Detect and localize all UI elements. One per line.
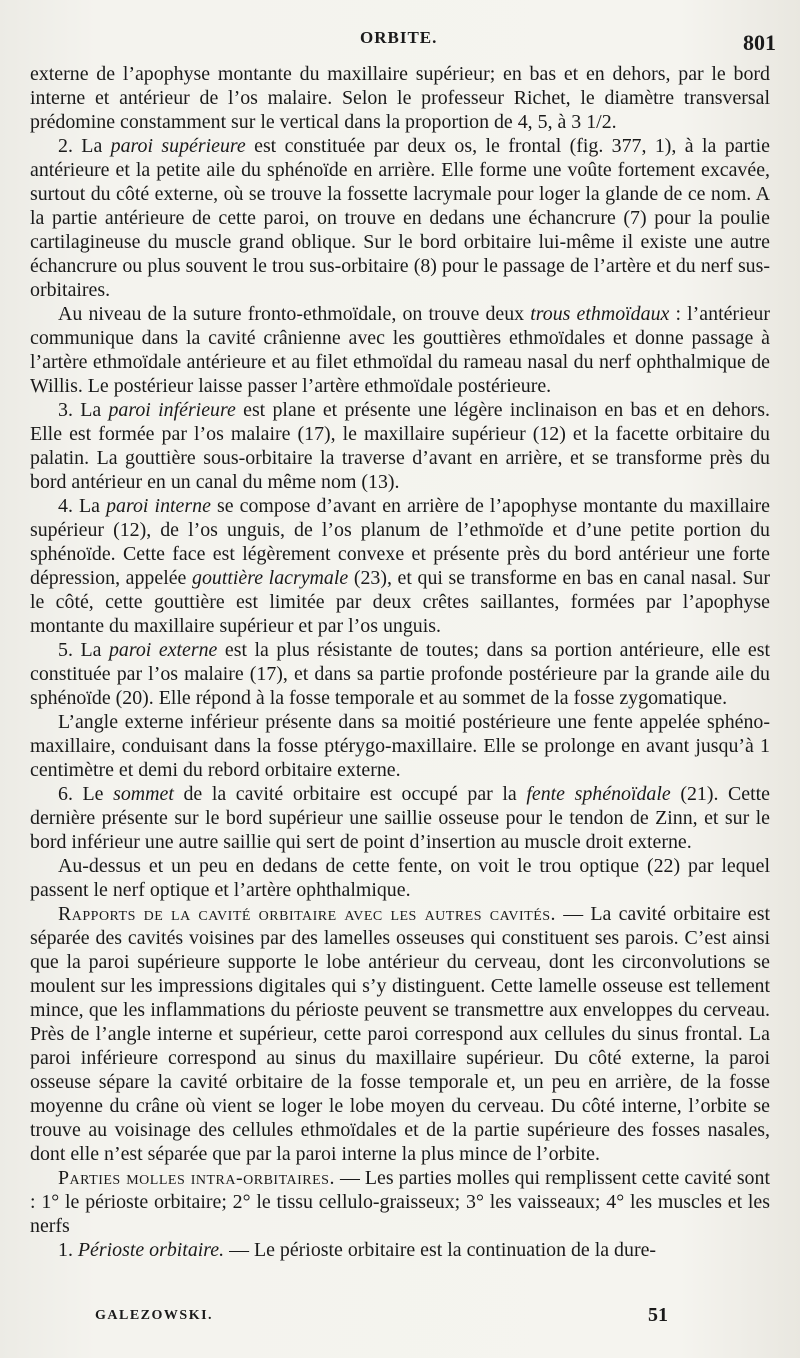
signature-mark: 51 xyxy=(648,1304,668,1326)
paragraph xyxy=(30,782,770,854)
emphasis-term: paroi externe xyxy=(108,639,218,661)
paragraph-text: externe de l’apophyse montante du maxillaire supérieur; en bas et en dehors, par le bord interne et antérieur de l’os malaire. Selon le professeur Richet, le diamètre transversal prédomine constamment sur le vertical dans la proportion de 4, 5, à 3 1/2. xyxy=(30,63,770,133)
paragraph xyxy=(30,302,770,398)
page-footer xyxy=(0,1304,800,1334)
paragraph-lead: 6. Le xyxy=(58,783,114,805)
section-heading: Rapports de la cavité orbitaire avec les autres cavités. xyxy=(58,903,557,925)
paragraph xyxy=(30,398,770,494)
paragraph xyxy=(30,854,770,902)
paragraph-text: est la plus résistante de toutes; dans sa portion antérieure, elle est constituée par l’os malaire (17), et dans sa partie profonde postérieure par la grande aile du sphénoïde (20). Elle répond à la fosse temporale et au sommet de la fosse zygomatique. xyxy=(30,639,770,709)
paragraph-lead: 3. La xyxy=(58,399,109,421)
paragraph xyxy=(30,494,770,638)
paragraph xyxy=(30,902,770,1166)
emphasis-term: trous ethmoïdaux xyxy=(530,303,670,325)
paragraph-text: se compose d’avant en arrière de l’apophyse montante du maxillaire supérieur (12), de l’os unguis, de l’os planum de l’ethmoïde et d’une petite portion du sphénoïde. Cette face est légèrement convexe et présente près du bord antérieur une forte dépression, appelée xyxy=(30,495,771,589)
paragraph xyxy=(30,1166,770,1238)
emphasis-term: paroi inférieure xyxy=(108,399,236,421)
paragraph-text: — Les parties molles qui remplissent cette cavité sont : 1° le périoste orbitaire; 2° le tissu cellulo-graisseux; 3° les vaisseaux; 4° les muscles et les nerfs xyxy=(30,1167,770,1237)
paragraph xyxy=(30,638,770,710)
emphasis-term: sommet xyxy=(113,783,174,805)
paragraph-lead: 2. La xyxy=(58,135,111,157)
paragraph xyxy=(30,134,770,302)
paragraph-lead: Au niveau de la suture fronto-ethmoïdale, on trouve deux xyxy=(58,303,531,325)
page-number: 801 xyxy=(743,30,776,55)
emphasis-term: paroi supérieure xyxy=(110,135,246,157)
paragraph-lead: 1. xyxy=(58,1239,78,1261)
paragraph xyxy=(30,710,770,782)
emphasis-term: Périoste orbitaire. xyxy=(77,1239,225,1261)
paragraph xyxy=(30,1238,770,1262)
paragraph-lead: 5. La xyxy=(58,639,109,661)
paragraph-text: est plane et présente une légère inclinaison en bas et en dehors. Elle est formée par l’os malaire (17), le maxillaire supérieur (12) et la facette orbitaire du palatin. La gouttière sous-orbitaire la traverse d’avant en arrière, et se transforme près du bord antérieur en un canal du même nom (13). xyxy=(30,399,771,493)
paragraph-text: L’angle externe inférieur présente dans sa moitié postérieure une fente appelée sphéno-maxillaire, conduisant dans la fosse ptérygo-maxillaire. Elle se prolonge en avant jusqu’à 1 centimètre et demi du rebord orbitaire externe. xyxy=(30,711,770,781)
paragraph-text: : l’antérieur communique dans la cavité crânienne avec les gouttières ethmoïdales et donne passage à l’artère ethmoïdale antérieure et au filet ethmoïdal du rameau nasal du nerf ophthalmique de Willis. Le postérieur laisse passer l’artère ethmoïdale postérieure. xyxy=(30,303,770,397)
paragraph-text: — Le périoste orbitaire est la continuation de la dure- xyxy=(224,1239,657,1261)
paragraph xyxy=(30,62,770,134)
section-heading: Parties molles intra-orbitaires. xyxy=(58,1167,335,1189)
body-text xyxy=(30,62,770,1262)
paragraph-lead: 4. La xyxy=(58,495,107,517)
paragraph-text: — La cavité orbitaire est séparée des cavités voisines par des lamelles osseuses qui constituent ses parois. C’est ainsi que la paroi supérieure supporte le lobe antérieur du cerveau, dont les circonvolutions se moulent sur les impressions digitales qui s’y distinguent. Cette lamelle osseuse est tellement mince, que les inflammations du périoste peuvent se transmettre aux enveloppes du cerveau. Près de l’angle interne et supérieur, cette paroi correspond aux cellules du sinus frontal. La paroi inférieure correspond au sinus du maxillaire supérieur. Du côté externe, la paroi osseuse sépare la cavité orbitaire de la fosse temporale et, un peu en arrière, de la fosse moyenne du crâne où vient se loger le lobe moyen du cerveau. Du côté interne, l’orbite se trouve au voisinage des cellules ethmoïdales et de la partie supérieure des fosses nasales, dont elle n’est séparée que par la paroi interne la plus mince de l’orbite. xyxy=(30,903,770,1165)
running-head xyxy=(0,28,800,58)
paragraph-text: (23), et qui se transforme en bas en canal nasal. Sur le côté, cette gouttière est limitée par deux crêtes saillantes, formées par l’apophyse montante du maxillaire supérieur et par l’os unguis. xyxy=(30,567,770,637)
paragraph-text: (21). Cette dernière présente sur le bord supérieur une saillie osseuse pour le tendon de Zinn, et sur le bord inférieur une autre saillie qui sert de point d’insertion au muscle droit externe. xyxy=(30,783,771,853)
running-title: ORBITE. xyxy=(360,28,438,47)
emphasis-term: gouttière lacrymale xyxy=(192,567,349,589)
author-name: GALEZOWSKI. xyxy=(95,1308,214,1323)
paragraph-text: Au-dessus et un peu en dedans de cette fente, on voit le trou optique (22) par lequel passent le nerf optique et l’artère ophthalmique. xyxy=(30,855,770,901)
paragraph-text: est constituée par deux os, le frontal (fig. 377, 1), à la partie antérieure et la petite aile du sphénoïde en arrière. Elle forme une voûte fortement excavée, surtout du côté externe, où se trouve la fossette lacrymale pour loger la glande de ce nom. A la partie antérieure de cette paroi, on trouve en dedans une échancrure (7) pour la poulie cartilagineuse du muscle grand oblique. Sur le bord orbitaire lui-même il existe une autre échancrure ou plus souvent le trou sus-orbitaire (8) pour le passage de l’artère et du nerf sus-orbitaires. xyxy=(30,135,770,301)
emphasis-term: fente sphénoïdale xyxy=(526,783,671,805)
emphasis-term: paroi interne xyxy=(106,495,211,517)
paragraph-text: de la cavité orbitaire est occupé par la xyxy=(173,783,527,805)
